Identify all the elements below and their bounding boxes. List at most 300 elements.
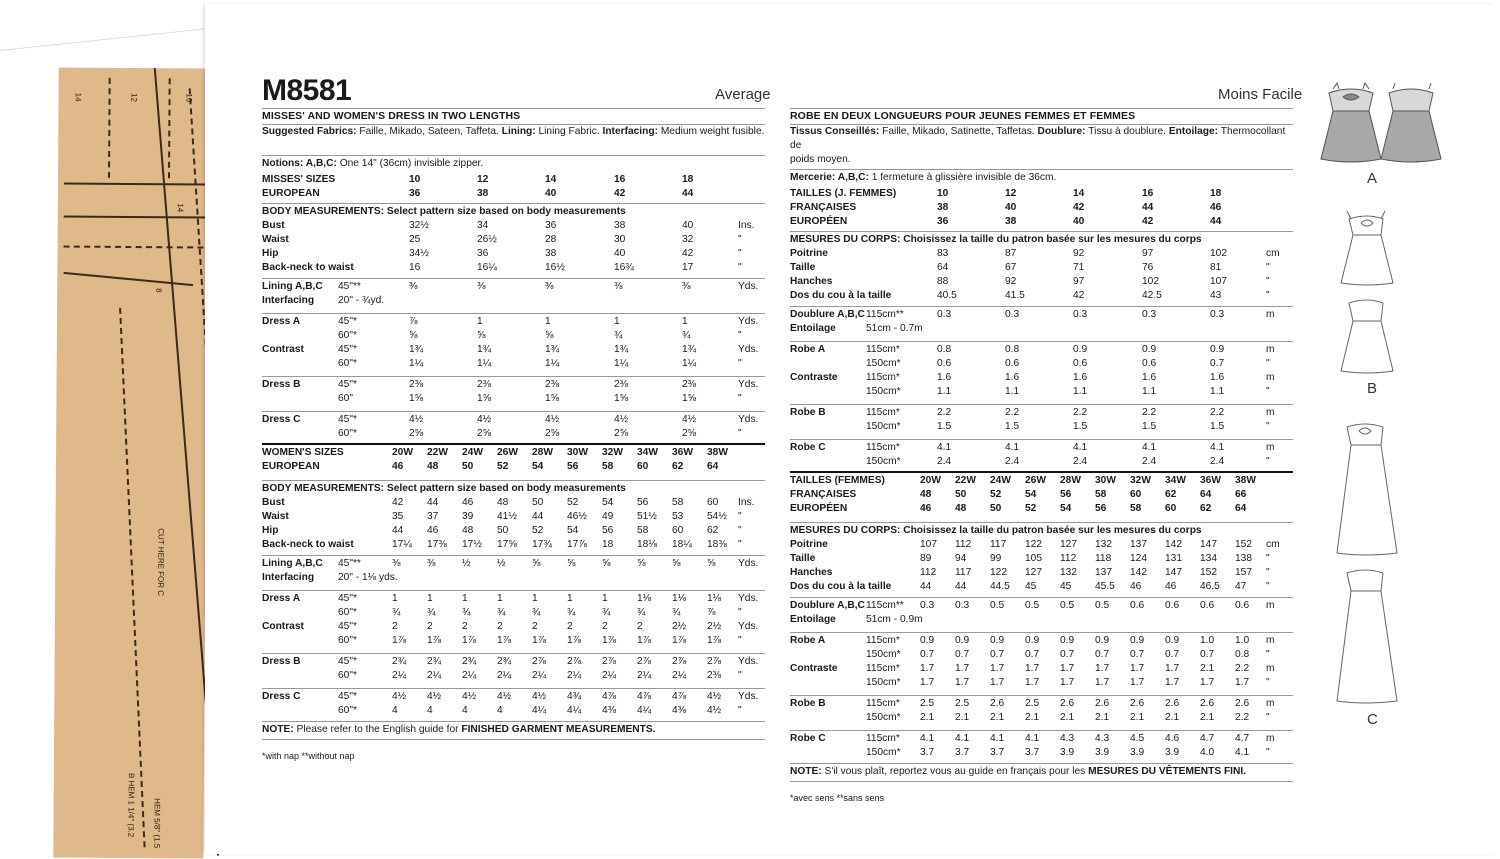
women-yardage-value: 1.7	[1130, 663, 1145, 674]
women-yardage-value: ½	[462, 558, 471, 569]
misses-body-value: 81	[1210, 262, 1222, 273]
pattern-code: M8581	[262, 74, 352, 107]
misses-size-value: 42	[1142, 216, 1154, 227]
women-body-value: 46.5	[1200, 581, 1220, 592]
women-body-value: 124	[1130, 553, 1147, 564]
women-size-value: 50	[462, 461, 474, 472]
misses-yardage-unit: m	[1266, 344, 1275, 355]
misses-body-value: 16½	[545, 262, 565, 273]
misses-body-unit: "	[738, 234, 742, 245]
women-yardage-value: ⅝	[672, 558, 681, 569]
yardage-rule	[262, 411, 765, 412]
suggested-fabrics	[790, 125, 1293, 168]
women-yardage-unit: Yds.	[738, 656, 759, 667]
women-yardage-value: 0.6	[1165, 600, 1180, 611]
women-body-value: 44	[955, 581, 967, 592]
women-yardage-value: ⅝	[602, 558, 611, 569]
body-measurements-label: BODY MEASUREMENTS: Select pattern size based on body measurements	[262, 206, 626, 217]
women-body-value: 58	[672, 497, 684, 508]
misses-body-value: 92	[1073, 248, 1085, 259]
women-size-value: 66	[1235, 489, 1247, 500]
women-body-unit: "	[738, 511, 742, 522]
women-fabric-width: 51cm - 0.9m	[866, 614, 923, 625]
women-yardage-value: 4.3	[1095, 733, 1110, 744]
women-body-value: 58	[637, 525, 649, 536]
women-body-label: Back-neck to waist	[262, 539, 354, 550]
misses-yardage-value: 2⅝	[409, 428, 424, 439]
fabrics-t2: Lining Fabric.	[535, 126, 603, 137]
women-body-value: 132	[1095, 539, 1112, 550]
women-body-value: 41½	[497, 511, 517, 522]
misses-size-value: 38	[937, 202, 949, 213]
women-yardage-value: 4.1	[955, 733, 970, 744]
misses-yardage-value: 1¾	[545, 344, 560, 355]
women-yardage-value: ⅝	[532, 558, 541, 569]
misses-size-value: 18	[682, 174, 694, 185]
misses-size-row	[262, 187, 765, 201]
women-yardage-value: 1	[602, 593, 608, 604]
misses-yardage-value: 1⅝	[614, 393, 629, 404]
notions-text: One 14" (36cm) invisible zipper.	[336, 158, 484, 169]
view-b-front	[1335, 207, 1405, 287]
misses-yardage-value: 2⅜	[545, 379, 560, 390]
dress-title: MISSES' AND WOMEN'S DRESS IN TWO LENGTHS	[262, 110, 521, 122]
women-yardage-row	[790, 697, 1293, 711]
women-yardage-value: 4.1	[920, 733, 935, 744]
misses-yardage-value: 0.9	[1073, 344, 1088, 355]
misses-yardage-value: ⅜	[682, 281, 691, 292]
women-yardage-row	[262, 634, 765, 648]
misses-size-value: 14	[545, 174, 557, 185]
women-body-label: Poitrine	[790, 539, 828, 550]
misses-fabric-width: 45"*	[338, 379, 357, 390]
women-yardage-value: 2.6	[1060, 698, 1075, 709]
misses-yardage-value: 4.1	[1142, 442, 1157, 453]
misses-fabric-width: 115cm*	[866, 372, 900, 383]
women-yardage-value: 2.1	[1060, 712, 1075, 723]
misses-fabric-width: 115cm**	[866, 309, 904, 320]
women-size-value: 60	[637, 461, 649, 472]
misses-yardage-row	[790, 441, 1293, 455]
women-yardage-value: 2.5	[955, 698, 970, 709]
misses-body-row	[790, 275, 1293, 289]
women-body-value: 17⅜	[427, 539, 447, 550]
women-yardage-value: 0.3	[920, 600, 935, 611]
women-yardage-unit: "	[1266, 649, 1270, 660]
misses-size-value: 40	[545, 188, 557, 199]
women-body-value: 48	[497, 497, 509, 508]
body-measurements-label: MESURES DU CORPS: Choisissez la taille du patron basée sur les mesures du corps	[790, 234, 1202, 245]
women-body-value: 50	[532, 497, 544, 508]
women-yardage-unit: "	[738, 607, 742, 618]
women-yardage-value: 2.1	[955, 712, 970, 723]
women-body-value: 17½	[462, 539, 482, 550]
women-yardage-value: 1.0	[1235, 635, 1250, 646]
misses-size-row	[790, 215, 1293, 229]
women-yardage-value: 1⅛	[707, 593, 722, 604]
women-body-value: 99	[990, 553, 1002, 564]
women-yardage-value: ⅝	[707, 558, 716, 569]
women-body-row	[790, 566, 1293, 580]
women-size-value: 28W	[532, 447, 553, 458]
misses-yardage-value: 0.3	[1005, 309, 1020, 320]
misses-yardage-row	[790, 420, 1293, 434]
note	[262, 723, 655, 737]
misses-body-label: Bust	[262, 220, 285, 231]
women-size-label: WOMEN'S SIZES	[262, 447, 344, 458]
women-yardage-value: 1.7	[1165, 663, 1180, 674]
misses-yardage-value: 4½	[614, 414, 629, 425]
women-body-value: 54½	[707, 511, 727, 522]
misses-yardage-label: Interfacing	[262, 295, 315, 306]
women-fabric-width: 60"*	[338, 607, 357, 618]
women-size-value: 64	[1200, 489, 1212, 500]
women-yardage-value: 2.1	[1130, 712, 1145, 723]
women-body-label: Bust	[262, 497, 285, 508]
misses-size-value: 44	[1210, 216, 1222, 227]
misses-yardage-value: 4½	[545, 414, 560, 425]
women-size-value: 58	[1095, 489, 1107, 500]
tissue-label-size: 12	[129, 92, 139, 102]
women-yardage-value: 2.6	[1165, 698, 1180, 709]
women-yardage-value: 1.7	[920, 663, 935, 674]
note-bottom-rule	[262, 739, 765, 740]
misses-yardage-unit: m	[1266, 309, 1275, 320]
misses-yardage-unit: m	[1266, 442, 1275, 453]
women-yardage-row	[790, 599, 1293, 613]
women-yardage-value: 1	[532, 593, 538, 604]
women-body-unit: Ins.	[738, 497, 755, 508]
women-yardage-value: 2¼	[637, 670, 652, 681]
note-emphasis: MESURES DU VÊTEMENTS FINI.	[1088, 766, 1247, 777]
misses-yardage-unit: "	[738, 358, 742, 369]
misses-body-value: 42	[682, 248, 694, 259]
women-yardage-value: 1⅞	[427, 635, 442, 646]
misses-fabric-width: 150cm*	[866, 456, 901, 467]
misses-yardage-value: 1⅝	[409, 393, 424, 404]
women-yardage-value: 2½	[672, 621, 687, 632]
misses-body-value: 87	[1005, 248, 1017, 259]
women-yardage-value: 4.7	[1200, 733, 1215, 744]
misses-yardage-row	[262, 378, 765, 392]
women-yardage-value: 4⅜	[602, 705, 617, 716]
women-body-value: 56	[637, 497, 649, 508]
women-yardage-value: 4.1	[990, 733, 1005, 744]
women-body-value: 46	[1165, 581, 1177, 592]
women-fabric-width: 115cm*	[866, 635, 900, 646]
misses-yardage-unit: Yds.	[738, 281, 759, 292]
footnote: *with nap **without nap	[262, 751, 355, 761]
women-body-value: 137	[1095, 567, 1112, 578]
women-yardage-row	[262, 620, 765, 634]
women-body-value: 118	[1095, 553, 1112, 564]
women-yardage-value: 2⅞	[637, 656, 652, 667]
women-yardage-value: 2	[567, 621, 573, 632]
women-yardage-value: 0.7	[1025, 649, 1040, 660]
women-yardage-value: 4½	[427, 691, 442, 702]
yardage-rule	[790, 597, 1293, 598]
misses-yardage-value: 1.5	[1210, 421, 1225, 432]
note-emphasis: FINISHED GARMENT MEASUREMENTS.	[461, 724, 656, 735]
misses-size-value: 38	[477, 188, 489, 199]
women-body-row	[790, 538, 1293, 552]
view-label-a: A	[1367, 170, 1378, 187]
women-size-value: 32W	[602, 447, 623, 458]
women-yardage-value: 4½	[497, 691, 512, 702]
misses-yardage-label: Dress C	[262, 414, 301, 425]
women-yardage-value: 0.7	[1060, 649, 1075, 660]
women-body-value: 49	[602, 511, 614, 522]
women-yardage-row	[790, 662, 1293, 676]
women-yardage-value: 0.9	[1025, 635, 1040, 646]
women-yardage-value: ¾	[567, 607, 576, 618]
misses-size-value: 36	[937, 216, 949, 227]
misses-body-row	[262, 219, 765, 233]
misses-yardage-value: 2⅝	[477, 428, 492, 439]
women-size-label: TAILLES (FEMMES)	[790, 475, 885, 486]
misses-body-unit: cm	[1266, 248, 1280, 259]
women-yardage-value: 1⅞	[602, 635, 617, 646]
misses-yardage-value: 1.6	[937, 372, 952, 383]
women-yardage-value: 2⅞	[532, 656, 547, 667]
misses-yardage-value: 0.3	[1142, 309, 1157, 320]
women-body-value: 117	[990, 539, 1007, 550]
women-yardage-value: ¾	[462, 607, 471, 618]
women-yardage-value: 4½	[532, 691, 547, 702]
women-yardage-label: Robe C	[790, 733, 826, 744]
misses-yardage-row	[790, 357, 1293, 371]
misses-body-unit: "	[1266, 262, 1270, 273]
body-measurements-label: BODY MEASUREMENTS: Select pattern size based on body measurements	[262, 483, 626, 494]
women-yardage-value: 3.7	[920, 747, 935, 758]
women-yardage-value: 3.7	[1025, 747, 1040, 758]
misses-yardage-label: Contrast	[262, 344, 304, 355]
women-yardage-value: 3.7	[990, 747, 1005, 758]
misses-yardage-value: 1	[682, 316, 688, 327]
misses-yardage-value: 2.2	[1210, 407, 1225, 418]
misses-yardage-value: 1.6	[1210, 372, 1225, 383]
misses-fabric-width: 150cm*	[866, 358, 901, 369]
women-yardage-value: 4	[462, 705, 468, 716]
fabrics-l3: Entoilage:	[1168, 126, 1219, 137]
women-size-label: EUROPÉEN	[790, 503, 848, 514]
women-body-value: 45	[1025, 581, 1037, 592]
women-yardage-value: 1.7	[1060, 663, 1075, 674]
misses-fabric-width: 150cm*	[866, 386, 901, 397]
women-yardage-value: 2.6	[1235, 698, 1250, 709]
women-body-row	[262, 538, 765, 552]
misses-yardage-value: 1¾	[409, 344, 424, 355]
misses-body-label: Taille	[790, 262, 816, 273]
misses-size-value: 16	[1142, 188, 1154, 199]
women-yardage-value: 2.1	[1025, 712, 1040, 723]
women-size-value: 50	[955, 489, 967, 500]
misses-yardage-value: ¾	[614, 330, 623, 341]
women-yardage-value: 4⅞	[637, 691, 652, 702]
misses-size-value: 40	[1073, 216, 1085, 227]
women-yardage-label: Lining A,B,C	[262, 558, 323, 569]
women-yardage-value: 1.7	[1235, 677, 1250, 688]
women-body-value: 134	[1200, 553, 1217, 564]
misses-body-value: 40.5	[937, 290, 957, 301]
misses-body-label: Poitrine	[790, 248, 828, 259]
women-yardage-value: 0.7	[1130, 649, 1145, 660]
women-body-value: 18⅜	[707, 539, 727, 550]
misses-yardage-label: Dress B	[262, 379, 301, 390]
women-yardage-value: 2¾	[462, 656, 477, 667]
women-yardage-value: 1	[497, 593, 503, 604]
misses-body-value: 102	[1142, 276, 1159, 287]
women-body-label: Hanches	[790, 567, 833, 578]
misses-size-value: 10	[409, 174, 421, 185]
women-yardage-value: 1.7	[1025, 663, 1040, 674]
women-yardage-label: Contraste	[790, 663, 838, 674]
women-body-value: 46½	[567, 511, 587, 522]
women-fabric-width: 45"*	[338, 593, 357, 604]
women-body-unit: "	[738, 525, 742, 536]
women-size-value: 52	[990, 489, 1002, 500]
misses-yardage-value: 0.3	[1210, 309, 1225, 320]
misses-yardage-value: 0.9	[1210, 344, 1225, 355]
misses-yardage-label: Robe B	[790, 407, 826, 418]
women-yardage-value: 2	[532, 621, 538, 632]
misses-body-value: 38	[545, 248, 557, 259]
women-yardage-value: 0.7	[955, 649, 970, 660]
yardage-rule	[262, 278, 765, 279]
women-yardage-value: 4⅞	[672, 691, 687, 702]
dress-title: ROBE EN DEUX LONGUEURS POUR JEUNES FEMMES ET FEMMES	[790, 110, 1136, 122]
women-yardage-value: 2	[497, 621, 503, 632]
misses-yardage-row	[790, 322, 1293, 336]
misses-yardage-value: 1⅝	[477, 393, 492, 404]
misses-yardage-value: 1¾	[614, 344, 629, 355]
misses-yardage-value: ⅞	[409, 316, 418, 327]
women-body-value: 137	[1130, 539, 1147, 550]
women-yardage-value: 1⅞	[707, 635, 722, 646]
women-yardage-label: Entoilage	[790, 614, 836, 625]
note-text: S'il vous plaît, reportez vous au guide en français pour les	[821, 766, 1089, 777]
fabrics-t3: Thermocollant de	[790, 126, 1286, 152]
women-body-unit: "	[1266, 581, 1270, 592]
misses-yardage-value: 2.2	[937, 407, 952, 418]
misses-fabric-width: 115cm*	[866, 344, 900, 355]
misses-yardage-unit: Yds.	[738, 379, 759, 390]
misses-yardage-row	[262, 329, 765, 343]
misses-yardage-row	[262, 294, 765, 308]
women-yardage-value: 1.7	[1095, 677, 1110, 688]
women-yardage-value: 3.9	[1130, 747, 1145, 758]
women-body-value: 127	[1060, 539, 1077, 550]
women-body-value: 147	[1165, 567, 1182, 578]
women-yardage-value: 3.9	[1165, 747, 1180, 758]
notions-label: Notions: A,B,C:	[262, 158, 337, 169]
misses-yardage-unit: Yds.	[738, 344, 759, 355]
misses-yardage-value: 2⅝	[682, 428, 697, 439]
misses-body-value: 34	[477, 220, 489, 231]
women-yardage-value: 0.9	[990, 635, 1005, 646]
misses-size-row	[790, 187, 1293, 201]
fabrics-l2: Doublure:	[1037, 126, 1086, 137]
misses-yardage-value: 0.7	[1210, 358, 1225, 369]
women-body-value: 54	[567, 525, 579, 536]
women-yardage-value: 4	[427, 705, 433, 716]
misses-size-value: 40	[1005, 202, 1017, 213]
women-yardage-value: 2¾	[427, 656, 442, 667]
misses-body-value: 83	[937, 248, 949, 259]
women-yardage-value: 4.7	[1235, 733, 1250, 744]
misses-yardage-row	[262, 357, 765, 371]
women-yardage-value: 2¼	[462, 670, 477, 681]
women-yardage-value: 2.1	[990, 712, 1005, 723]
women-yardage-value: 1	[427, 593, 433, 604]
women-yardage-unit: Yds.	[738, 558, 759, 569]
women-fabric-width: 60"*	[338, 635, 357, 646]
misses-body-value: 97	[1142, 248, 1154, 259]
misses-yardage-unit: m	[1266, 407, 1275, 418]
misses-body-value: 41.5	[1005, 290, 1025, 301]
tissue-label-size: 14	[73, 92, 83, 102]
misses-size-value: 16	[614, 174, 626, 185]
notions	[790, 171, 1056, 185]
misses-yardage-value: 2.2	[1073, 407, 1088, 418]
body-rule	[790, 522, 1293, 523]
women-body-value: 112	[920, 567, 937, 578]
women-body-value: 53	[672, 511, 684, 522]
misses-yardage-value: 4½	[409, 414, 424, 425]
women-body-value: 105	[1025, 553, 1042, 564]
misses-body-value: 42	[1073, 290, 1085, 301]
women-yardage-value: ¾	[532, 607, 541, 618]
yardage-rule	[790, 730, 1293, 731]
women-size-row	[790, 488, 1293, 502]
women-body-value: 51½	[637, 511, 657, 522]
women-yardage-value: 0.7	[990, 649, 1005, 660]
women-yardage-unit: Yds.	[738, 593, 759, 604]
women-yardage-value: ⅝	[637, 558, 646, 569]
notions-rule	[790, 169, 1293, 170]
misses-body-value: 16¼	[477, 262, 497, 273]
misses-yardage-value: 2⅜	[409, 379, 424, 390]
women-yardage-value: 0.6	[1200, 600, 1215, 611]
women-yardage-value: 2¾	[497, 656, 512, 667]
women-yardage-value: 4½	[392, 691, 407, 702]
women-yardage-value: 2.1	[1165, 712, 1180, 723]
women-body-value: 52	[532, 525, 544, 536]
yardage-rule	[262, 590, 765, 591]
misses-yardage-label: Dress A	[262, 316, 301, 327]
misses-yardage-value: 2.2	[1142, 407, 1157, 418]
tissue-label-cut: CUT HERE FOR C	[156, 528, 166, 597]
misses-yardage-row	[262, 392, 765, 406]
women-body-row	[262, 510, 765, 524]
misses-yardage-unit: "	[738, 428, 742, 439]
women-yardage-row	[790, 732, 1293, 746]
women-body-value: 122	[990, 567, 1007, 578]
misses-body-value: 102	[1210, 248, 1227, 259]
misses-body-value: 107	[1210, 276, 1227, 287]
women-body-value: 17¾	[532, 539, 552, 550]
women-body-value: 89	[920, 553, 932, 564]
women-body-row	[262, 496, 765, 510]
women-body-row	[790, 552, 1293, 566]
women-yardage-value: 4.1	[1235, 747, 1250, 758]
women-yardage-value: 4½	[462, 691, 477, 702]
women-size-value: 56	[567, 461, 579, 472]
misses-yardage-value: 1.1	[1005, 386, 1020, 397]
women-yardage-value: ¾	[427, 607, 436, 618]
women-yardage-value: ¾	[637, 607, 646, 618]
women-yardage-value: 0.9	[1165, 635, 1180, 646]
